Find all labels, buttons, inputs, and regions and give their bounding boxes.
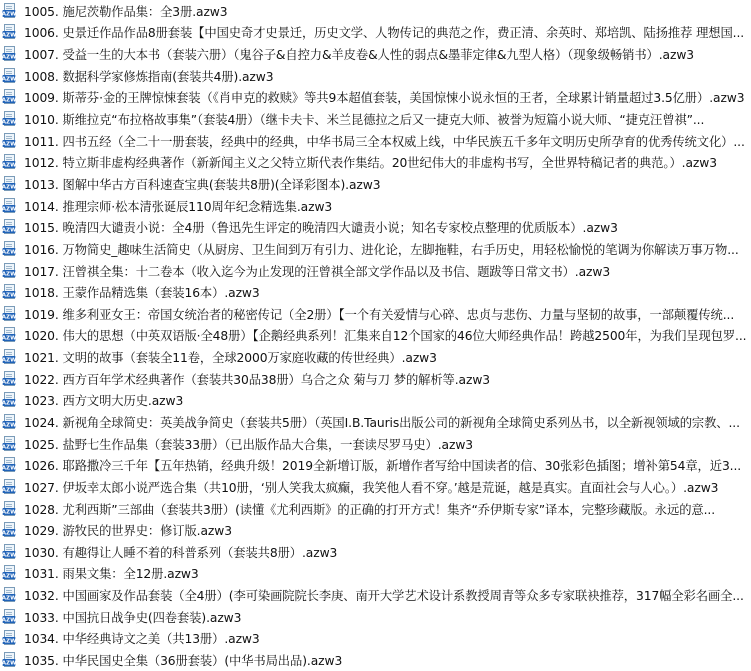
file-name: 1015. 晚清四大谴责小说：全4册（鲁迅先生评定的晚清四大谴责小说；知名专家校点整理的优质版本）.azw3: [24, 221, 618, 236]
azw3-file-icon: [2, 284, 18, 300]
svg-text:AZW: AZW: [2, 422, 17, 429]
file-row[interactable]: [0, 628, 751, 650]
azw3-file-icon: [2, 133, 18, 149]
file-name: 1012. 特立斯非虚构经典著作（新新闻主义之父特立斯代表作集结。20世纪伟大的非虚构书写，全世界特稿记者的典范。）.azw3: [24, 156, 717, 171]
azw3-file-icon: [2, 198, 18, 214]
svg-text:AZW: AZW: [2, 119, 17, 126]
svg-text:AZW: AZW: [2, 314, 17, 321]
azw3-file-icon: [2, 219, 18, 235]
azw3-file-icon: [2, 24, 18, 40]
file-name: 1007. 受益一生的大本书（套装六册）（鬼谷子&自控力&羊皮卷&人性的弱点&墨菲定律&九型人格）（现象级畅销书）.azw3: [24, 48, 694, 63]
azw3-file-icon: [2, 3, 18, 19]
svg-text:AZW: AZW: [2, 660, 17, 667]
svg-text:AZW: AZW: [2, 552, 17, 559]
file-row[interactable]: [0, 260, 751, 282]
file-row[interactable]: [0, 541, 751, 563]
file-row[interactable]: [0, 43, 751, 65]
file-name: 1016. 万物简史_趣味生活简史（从厨房、卫生间到万有引力、进化论，左脚拖鞋，右手历史，用轻松愉悦的笔调为你解读万事万物...: [24, 242, 739, 257]
azw3-file-icon: [2, 609, 18, 625]
azw3-file-icon: [2, 522, 18, 538]
file-row[interactable]: [0, 216, 751, 238]
file-name: 1024. 新视角全球简史：英美战争简史（套装共5册）（英国I.B.Tauris出版公司的新视角全球简史系列丛书，以全新视领域的宗教、...: [24, 415, 740, 430]
file-name: 1023. 西方文明大历史.azw3: [24, 394, 184, 409]
svg-text:AZW: AZW: [2, 54, 17, 61]
file-row[interactable]: [0, 108, 751, 130]
svg-text:AZW: AZW: [2, 617, 17, 624]
svg-text:AZW: AZW: [2, 249, 17, 256]
file-name: 1029. 游牧民的世界史：修订版.azw3: [24, 524, 232, 539]
azw3-file-icon: [2, 630, 18, 646]
azw3-file-icon: [2, 306, 18, 322]
file-name: 1028. 尤利西斯”三部曲（套装共3册）(读懂《尤利西斯》的正确的打开方式！集齐“乔伊斯专家”译本，完整珍藏版。永远的意...: [24, 502, 716, 517]
svg-text:AZW: AZW: [2, 292, 17, 299]
file-name: 1013. 图解中华古方百科速查宝典(套装共8册)(全译彩图本).azw3: [24, 177, 381, 192]
file-row[interactable]: [0, 325, 751, 347]
file-row[interactable]: [0, 368, 751, 390]
file-name: 1021. 文明的故事（套装全11卷，全球2000万家庭收藏的传世经典）.azw3: [24, 351, 437, 366]
file-name: 1019. 维多利亚女王：帝国女统治者的秘密传记（全2册）【一个有关爱情与心碎、忠贞与悲伤、力量与坚韧的故事，一部颠覆传统...: [24, 307, 735, 322]
azw3-file-icon: [2, 154, 18, 170]
svg-text:AZW: AZW: [2, 444, 17, 451]
azw3-file-icon: [2, 436, 18, 452]
svg-text:AZW: AZW: [2, 487, 17, 494]
file-name: 1005. 施尼茨勒作品集：全3册.azw3: [24, 4, 228, 19]
file-name: 1030. 有趣得让人睡不着的科普系列（套装共8册）.azw3: [24, 545, 338, 560]
azw3-file-icon: [2, 89, 18, 105]
file-name: 1031. 雨果文集：全12册.azw3: [24, 567, 199, 582]
file-row[interactable]: [0, 195, 751, 217]
svg-text:AZW: AZW: [2, 595, 17, 602]
file-row[interactable]: [0, 65, 751, 87]
svg-text:AZW: AZW: [2, 11, 17, 18]
file-name: 1032. 中国画家及作品套装（全4册）(李可染画院院长李庚、南开大学艺术设计系教授周青等众多专家联袂推荐，317幅全彩名画全...: [24, 589, 744, 604]
azw3-file-icon: [2, 587, 18, 603]
azw3-file-icon: [2, 111, 18, 127]
azw3-file-icon: [2, 392, 18, 408]
file-row[interactable]: [0, 281, 751, 303]
azw3-file-icon: [2, 176, 18, 192]
svg-text:AZW: AZW: [2, 206, 17, 213]
azw3-file-icon: [2, 565, 18, 581]
file-name: 1017. 汪曾祺全集：十二卷本（收入迄今为止发现的汪曾祺全部文学作品以及书信、题跋等日常文书）.azw3: [24, 264, 611, 279]
azw3-file-icon: [2, 457, 18, 473]
file-row[interactable]: [0, 519, 751, 541]
file-name: 1020. 伟大的思想（中英双语版·全48册）【企鹅经典系列！汇集来自12个国家的46位大师经典作品！跨越2500年，为我们呈现包罗...: [24, 329, 747, 344]
svg-text:AZW: AZW: [2, 97, 17, 104]
svg-text:AZW: AZW: [2, 357, 17, 364]
svg-text:AZW: AZW: [2, 76, 17, 83]
svg-text:AZW: AZW: [2, 227, 17, 234]
svg-text:AZW: AZW: [2, 184, 17, 191]
svg-text:AZW: AZW: [2, 33, 17, 40]
svg-text:AZW: AZW: [2, 162, 17, 169]
file-name: 1018. 王蒙作品精选集（套装16本）.azw3: [24, 286, 260, 301]
svg-text:AZW: AZW: [2, 400, 17, 407]
svg-text:AZW: AZW: [2, 509, 17, 516]
file-row[interactable]: [0, 649, 751, 671]
file-name: 1008. 数据科学家修炼指南(套装共4册).azw3: [24, 69, 274, 84]
file-name: 1034. 中华经典诗文之美（共13册）.azw3: [24, 632, 260, 647]
svg-text:AZW: AZW: [2, 379, 17, 386]
file-name: 1022. 西方百年学术经典著作（套装共30品38册）乌合之众 菊与刀 梦的解析等.azw3: [24, 372, 491, 387]
azw3-file-icon: [2, 263, 18, 279]
svg-text:AZW: AZW: [2, 336, 17, 343]
file-row[interactable]: [0, 238, 751, 260]
azw3-file-icon: [2, 544, 18, 560]
file-row[interactable]: [0, 130, 751, 152]
azw3-file-icon: [2, 652, 18, 668]
azw3-file-icon: [2, 414, 18, 430]
file-row[interactable]: [0, 0, 751, 22]
file-row[interactable]: [0, 498, 751, 520]
file-row[interactable]: [0, 433, 751, 455]
file-name: 1014. 推理宗师·松本清张诞辰110周年纪念精选集.azw3: [24, 199, 333, 214]
file-row[interactable]: [0, 173, 751, 195]
azw3-file-icon: [2, 68, 18, 84]
file-name: 1033. 中国抗日战争史(四卷套装).azw3: [24, 610, 242, 625]
file-row[interactable]: [0, 303, 751, 325]
svg-text:AZW: AZW: [2, 271, 17, 278]
azw3-file-icon: [2, 349, 18, 365]
svg-text:AZW: AZW: [2, 574, 17, 581]
azw3-file-icon: [2, 46, 18, 62]
svg-text:AZW: AZW: [2, 638, 17, 645]
file-row[interactable]: [0, 411, 751, 433]
file-row[interactable]: [0, 606, 751, 628]
file-row[interactable]: [0, 454, 751, 476]
file-row[interactable]: [0, 346, 751, 368]
file-name: 1011. 四书五经（全二十一册套装，经典中的经典，中华书局三全本权威上线，中华民族五千多年文明历史所孕育的优秀传统文化）...: [24, 134, 745, 149]
file-name: 1035. 中华民国史全集（36册套装）(中华书局出品).azw3: [24, 654, 343, 669]
file-row[interactable]: [0, 563, 751, 585]
azw3-file-icon: [2, 371, 18, 387]
azw3-file-icon: [2, 241, 18, 257]
azw3-file-icon: [2, 501, 18, 517]
file-row[interactable]: [0, 22, 751, 44]
file-name: 1027. 伊坂幸太郎小说严选合集（共10册，‘别人笑我太疯癫，我笑他人看不穿。’越是荒诞，越是真实。直面社会与人心。）.azw3: [24, 480, 719, 495]
file-name: 1010. 斯维拉克“布拉格故事集”（套装4册）（继卡夫卡、米兰昆德拉之后又一捷克大师、被誉为短篇小说大师、“捷克汪曾祺”...: [24, 113, 705, 128]
azw3-file-icon: [2, 479, 18, 495]
file-name: 1006. 史景迁作品作品8册套装【中国史奇才史景迁，历史文学、人物传记的典范之作，费正清、余英时、郑培凯、陆扬推荐 理想国...: [24, 26, 745, 41]
file-row[interactable]: [0, 151, 751, 173]
file-name: 1026. 耶路撒冷三千年【五年热销，经典升级！2019全新增订版，新增作者写给中国读者的信、30张彩色插图；增补第54章，近3...: [24, 459, 742, 474]
file-row[interactable]: [0, 476, 751, 498]
svg-text:AZW: AZW: [2, 465, 17, 472]
file-row[interactable]: [0, 390, 751, 412]
file-name: 1025. 盐野七生作品集（套装33册）（已出版作品大合集，一套读尽罗马史）.azw3: [24, 437, 473, 452]
file-row[interactable]: [0, 87, 751, 109]
svg-text:AZW: AZW: [2, 141, 17, 148]
svg-text:AZW: AZW: [2, 530, 17, 537]
file-name: 1009. 斯蒂芬·金的王牌惊悚套装（《肖申克的救赎》等共9本超值套装，美国惊悚小说永恒的王者，全球累计销量超过3.5亿册）.azw3: [24, 91, 745, 106]
azw3-file-icon: [2, 327, 18, 343]
file-row[interactable]: [0, 584, 751, 606]
